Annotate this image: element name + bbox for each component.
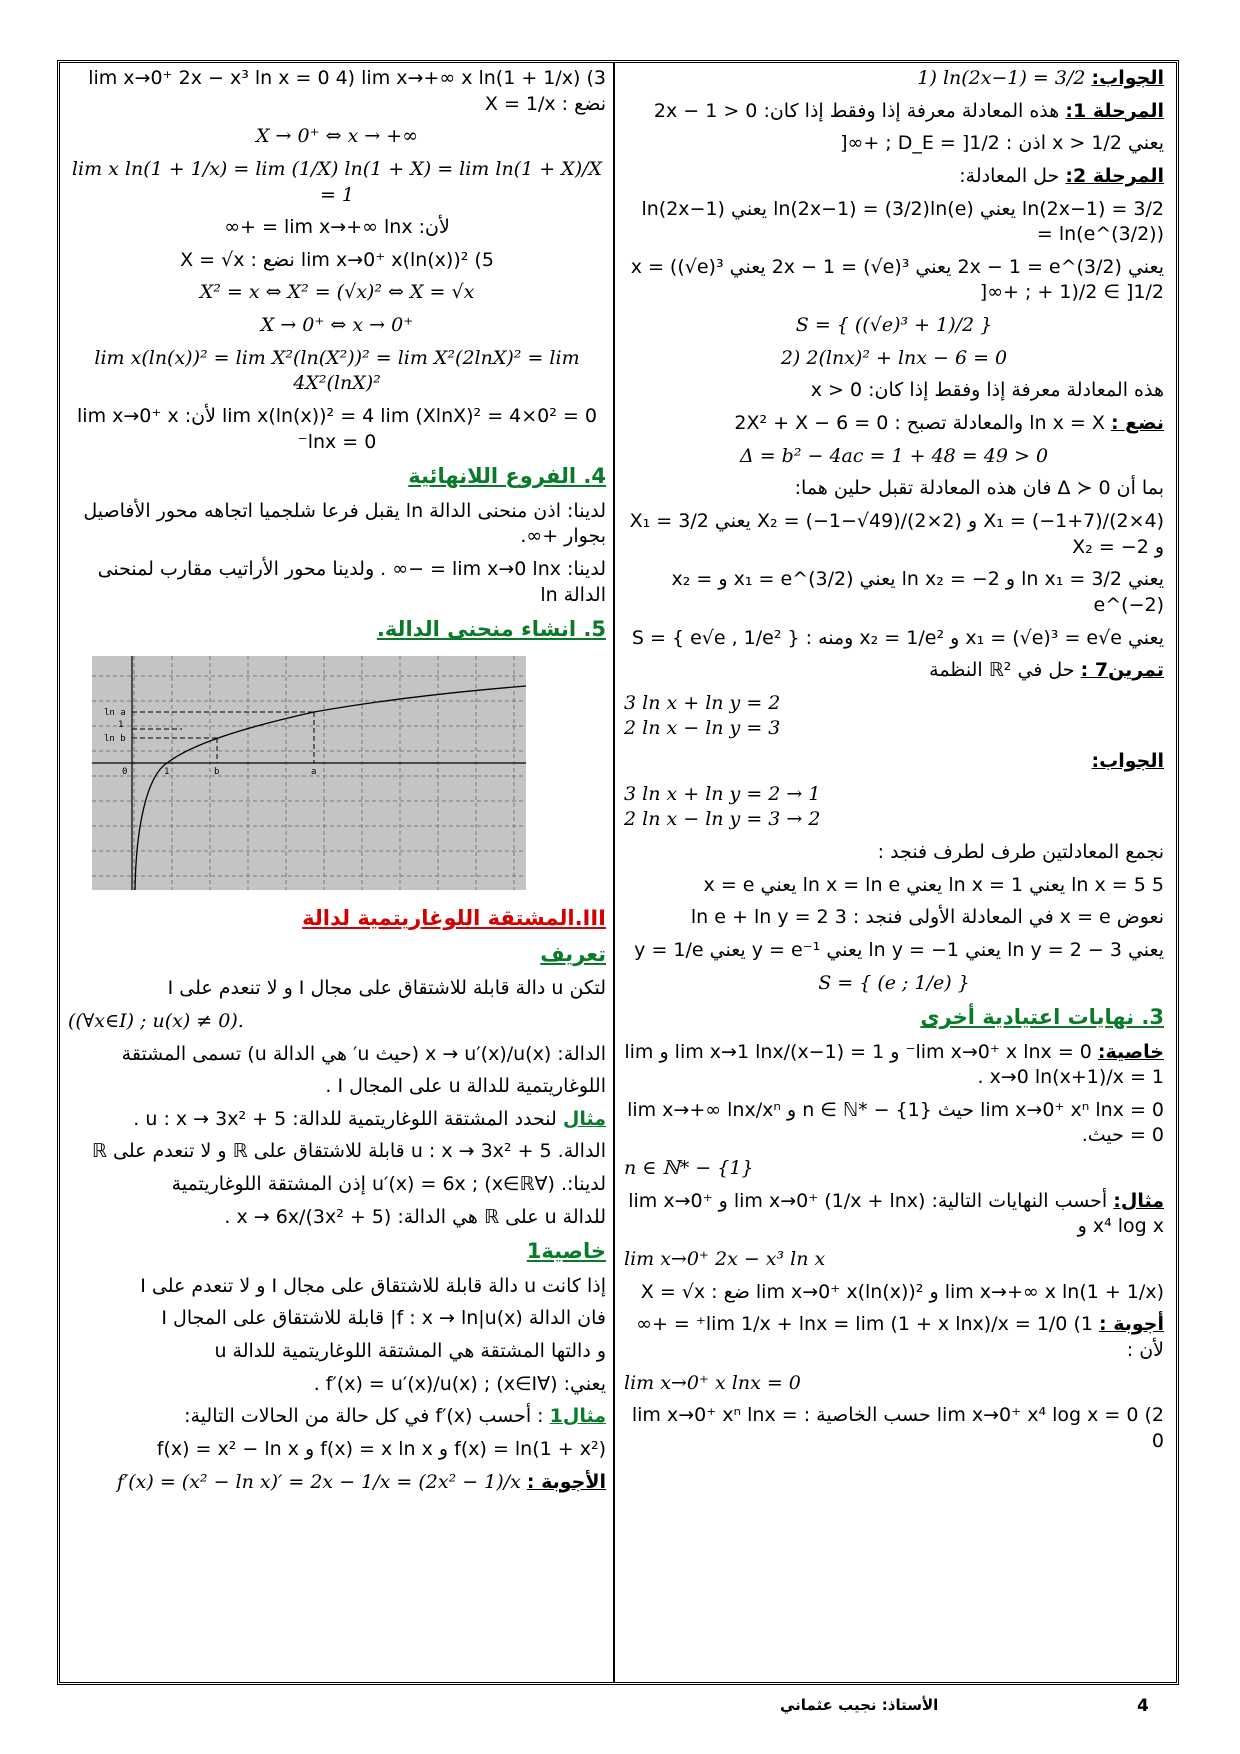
prop-line2: lim x→0⁺ xⁿ lnx = 0 حيث n ∈ ℕ* − {1} و lim x→+∞ lnx/xⁿ = 0 حيث. bbox=[627, 1098, 1164, 1147]
example-line2: lim x→0⁺ 2x − x³ ln x bbox=[624, 1248, 826, 1271]
eq2-sub: ln x = X والمعادلة تصبح : 2X² + X − 6 = 0 bbox=[734, 412, 1105, 435]
ex7-answer-system bbox=[624, 782, 964, 833]
label-ln-b: ln b bbox=[104, 733, 126, 744]
left-line7: X → 0⁺ ⇔ x → 0⁺ bbox=[260, 314, 414, 337]
page-number: 4 bbox=[1137, 1696, 1149, 1716]
ex7-label: تمرين7 : bbox=[1080, 659, 1164, 682]
section3-title: 3. نهايات اعتيادية أخرى bbox=[920, 1005, 1164, 1030]
ex7-text: حل في ℝ² النظمة bbox=[929, 659, 1075, 682]
ex7-step3: يعني ln y = 2 − 3 يعني ln y = −1 يعني y = e⁻¹ يعني y = 1/e bbox=[634, 938, 1164, 961]
prop-label: خاصية: bbox=[1097, 1040, 1164, 1063]
label-one-x: 1 bbox=[164, 766, 170, 777]
left-column bbox=[68, 66, 606, 1502]
example-text: أحسب النهايات التالية: lim x→0⁺ (1/x + lnx) و lim x→0⁺ x⁴ log x و bbox=[628, 1189, 1164, 1238]
left-line9: lim x(ln(x))² = 4 lim (XlnX)² = 4×0² = 0 لأن: lim x→0⁺ x lnx = 0⁻ bbox=[77, 405, 597, 453]
prop1-line2: فان الدالة f : x → ln|u(x)| قابلة للاشتقاق على المجال I bbox=[161, 1307, 606, 1330]
left-line6: X² = x ⇔ X² = (√x)² ⇔ X = √x bbox=[199, 281, 475, 304]
eq2-roots: X₁ = (−1+7)/(2×4) و X₂ = (−1−√49)/(2×2) يعني X₁ = 3/2 و X₂ = −2 bbox=[629, 509, 1164, 558]
ex7-sys2: 2 ln x − ln y = 3 bbox=[624, 717, 781, 740]
label-origin: 0 bbox=[122, 766, 128, 777]
ex7-a1: 3 ln x + ln y = 2 → 1 bbox=[624, 782, 821, 805]
def-line2: ((∀x∈I) ; u(x) ≠ 0). bbox=[68, 1009, 244, 1032]
step1-text: هذه المعادلة معرفة إذا وفقط إذا كان: 2x − 1 > 0 bbox=[653, 99, 1060, 122]
example-label: مثال: bbox=[1113, 1189, 1164, 1212]
example1-text: : أحسب f′(x) في كل حالة من الحالات التالية: bbox=[184, 1405, 544, 1428]
label-a: a bbox=[311, 766, 317, 777]
def-line1: لتكن u دالة قابلة للاشتقاق على مجال I و لا تنعدم على I bbox=[167, 977, 606, 1000]
eq2-domain: هذه المعادلة معرفة إذا وفقط إذا كان: x > 0 bbox=[810, 379, 1164, 402]
section4-title: 4. الفروع اللانهائية bbox=[408, 464, 606, 489]
left-example-line3: لدينا:. (∀x∈ℝ) ; u′(x) = 6x إذن المشتقة اللوغاريتمية bbox=[171, 1173, 606, 1196]
label-one-y: 1 bbox=[118, 719, 124, 730]
left-line2: X → 0⁺ ⇔ x → +∞ bbox=[255, 125, 419, 148]
ex7-step2: نعوض x = e في المعادلة الأولى فنجد : 3 ln e + ln y = 2 bbox=[690, 906, 1164, 929]
eq2-two-roots: بما أن Δ ≻ 0 فان هذه المعادلة تقبل حلين هما: bbox=[794, 477, 1164, 500]
sectionIII-title: III.المشتقة اللوغاريتمية لدالة bbox=[302, 905, 606, 930]
column-divider bbox=[613, 62, 615, 1683]
ex7-a2: 2 ln x − ln y = 3 → 2 bbox=[624, 808, 821, 831]
left-answers-label: الأجوبة : bbox=[526, 1470, 606, 1493]
answers-label: أجوبة : bbox=[1099, 1313, 1164, 1336]
answer-1: 1) lim 1/x + lnx = lim (1 + x lnx)/x = 1/0⁺ = +∞ لأن : bbox=[636, 1313, 1164, 1361]
example1-label: مثال1 bbox=[549, 1405, 606, 1428]
ex7-step1: 5 ln x = 5 يعني ln x = 1 يعني ln x = ln e يعني x = e bbox=[703, 873, 1164, 896]
ln-graph-svg bbox=[92, 656, 526, 890]
answer-label: الجواب: bbox=[1091, 67, 1164, 89]
prop1-line1: إذا كانت u دالة قابلة للاشتقاق على مجال I و لا تنعدم على I bbox=[140, 1274, 606, 1297]
left-answer-line1: f′(x) = (x² − ln x)′ = 2x − 1/x = (2x² − 1)/x bbox=[116, 1470, 521, 1493]
step2-eq2: يعني 2x − 1 = e^(3/2) يعني 2x − 1 = (√e)³ يعني x = ((√e)³ + 1)/2 ∈ ]1/2 ; +∞[ bbox=[630, 255, 1164, 304]
def-line4: اللوغاريتمية للدالة u على المجال I . bbox=[325, 1075, 606, 1098]
definition-label: تعريف bbox=[540, 941, 606, 966]
step1-label: المرحلة 1: bbox=[1065, 99, 1164, 122]
eq2-solution: يعني x₁ = (√e)³ = e√e و x₂ = 1/e² ومنه : S = { e√e , 1/e² } bbox=[631, 626, 1164, 649]
step2-eq1: ln(2x−1) = 3/2 يعني ln(2x−1) = (3/2)ln(e) يعني ln(2x−1) = ln(e^(3/2)) bbox=[641, 197, 1164, 246]
left-example-line1: لنحدد المشتقة اللوغاريتمية للدالة: u : x → 3x² + 5 . bbox=[133, 1107, 557, 1130]
prop-line3: n ∈ ℕ* − {1} bbox=[624, 1157, 754, 1180]
answer-equation: 1) ln(2x−1) = 3/2 bbox=[917, 67, 1086, 89]
eq2-sub-label: نضع : bbox=[1110, 412, 1164, 435]
eq2-delta: Δ = b² − 4ac = 1 + 48 = 49 > 0 bbox=[739, 444, 1049, 467]
left-line1: 3) lim x→0⁺ 2x − x³ ln x = 0 4) lim x→+∞ x ln(1 + 1/x) نضع : X = 1/x bbox=[88, 67, 606, 115]
label-b: b bbox=[214, 766, 220, 777]
right-column bbox=[624, 66, 1164, 1462]
step2-text: حل المعادلة: bbox=[959, 164, 1060, 187]
answer-1b: lim x→0⁺ x lnx = 0 bbox=[624, 1371, 801, 1394]
prop-line1: lim x→0⁺ x lnx = 0⁻ و lim x→1 lnx/(x−1) = 1 و lim x→0 ln(x+1)/x = 1 . bbox=[624, 1040, 1164, 1089]
left-example-line2: الدالة. u : x → 3x² + 5 قابلة للاشتقاق على ℝ و لا تنعدم على ℝ bbox=[91, 1140, 606, 1163]
section5-title: 5. انشاء منحنى الدالة. bbox=[376, 617, 606, 642]
ex7-add: نجمع المعادلتين طرف لطرف فنجد : bbox=[877, 841, 1164, 864]
example1-functions: f(x) = ln(1 + x²) و f(x) = x ln x و f(x) = x² − ln x bbox=[156, 1437, 606, 1460]
answer-2: 2) lim x→0⁺ x⁴ log x = 0 حسب الخاصية : lim x→0⁺ xⁿ lnx = 0 bbox=[631, 1404, 1164, 1452]
property1-label: خاصية1 bbox=[526, 1239, 606, 1264]
section4-line2: لدينا: lim x→0 lnx = −∞ . ولدينا محور الأراتيب مقارب لمنحنى الدالة ln bbox=[97, 557, 606, 606]
prop1-line3: و دالتها المشتقة هي المشتقة اللوغاريتمية للدالة u bbox=[214, 1340, 606, 1363]
ex7-system bbox=[624, 691, 934, 742]
ex7-answer-label: الجواب: bbox=[1091, 750, 1164, 773]
ex7-solution: S = { (e ; 1/e) } bbox=[818, 971, 970, 994]
eq2-ln: يعني ln x₁ = 3/2 و ln x₂ = −2 يعني x₁ = e^(3/2) و x₂ = e^(−2) bbox=[671, 568, 1164, 616]
example-line3: lim x→+∞ x ln(1 + 1/x) و lim x→0⁺ x(ln(x))² ضع : X = √x bbox=[640, 1280, 1164, 1303]
step2-label: المرحلة 2: bbox=[1065, 164, 1164, 187]
left-example-label: مثال bbox=[562, 1107, 606, 1130]
left-line5: 5) lim x→0⁺ x(ln(x))² نضع : X = √x bbox=[180, 248, 494, 271]
left-line3: lim x ln(1 + 1/x) = lim (1/X) ln(1 + X) = lim ln(1 + X)/X = 1 bbox=[71, 157, 603, 206]
left-line4: لأن: lim x→+∞ lnx = +∞ bbox=[224, 216, 450, 239]
ln-graph bbox=[92, 656, 526, 890]
prop1-line4: يعني: (∀x∈I) ; f′(x) = u′(x)/u(x) . bbox=[313, 1372, 606, 1395]
left-line8: lim x(ln(x))² = lim X²(ln(X²))² = lim X²(2lnX)² = lim 4X²(lnX)² bbox=[94, 346, 580, 395]
def-line3: الدالة: x → u′(x)/u(x) (حيث u′ هي الدالة u) تسمى المشتقة bbox=[121, 1042, 606, 1065]
eq2-title: 2) 2(lnx)² + lnx − 6 = 0 bbox=[780, 346, 1008, 369]
label-ln-a: ln a bbox=[104, 707, 126, 718]
ex7-sys1: 3 ln x + ln y = 2 bbox=[624, 691, 781, 714]
step1-domain: يعني x > 1/2 اذن : D_E = ]1/2 ; +∞[ bbox=[840, 132, 1164, 155]
left-example-line4: للدالة u على ℝ هي الدالة: x → 6x/(3x² + 5) . bbox=[224, 1205, 606, 1228]
section4-line1: لدينا: اذن منحنى الدالة ln يقبل فرعا شلجميا اتجاهه محور الأفاصيل بجوار +∞. bbox=[83, 499, 606, 548]
step2-solution: S = { ((√e)³ + 1)/2 } bbox=[795, 314, 993, 337]
teacher-name: الأستاذ: نجيب عثماني bbox=[780, 1696, 939, 1714]
